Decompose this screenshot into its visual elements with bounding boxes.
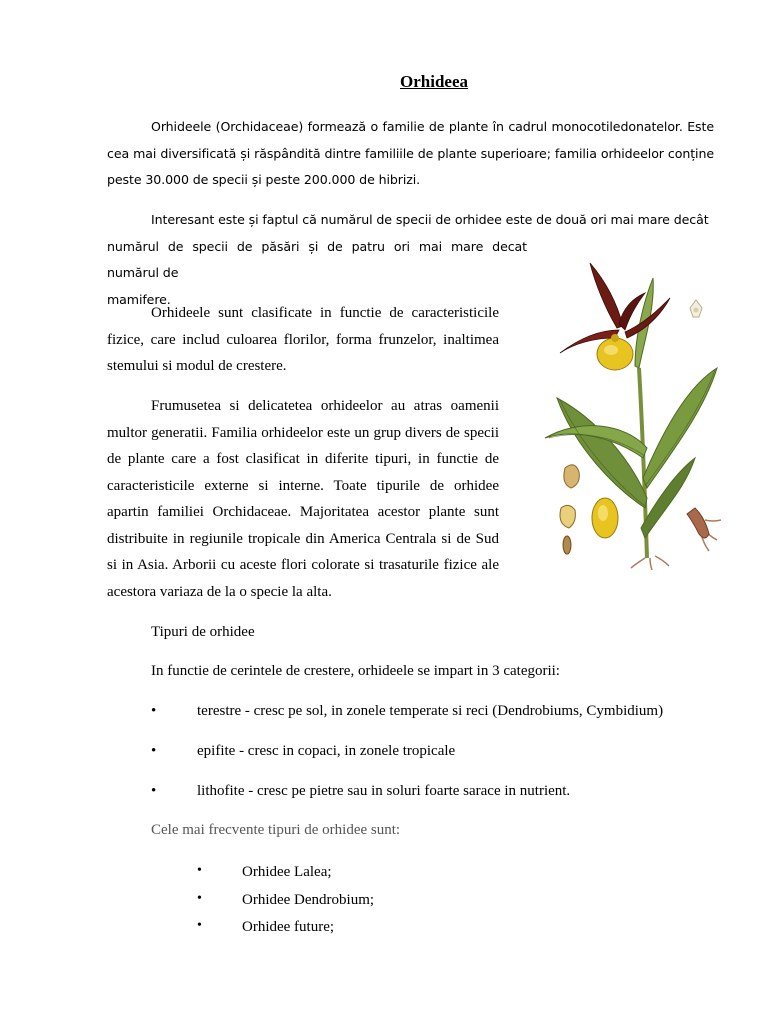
bullet-icon: • xyxy=(151,703,157,719)
category-text: terestre - cresc pe sol, in zonele temperate si reci (Dendrobiums, Cymbidium) xyxy=(197,703,664,719)
orchid-illustration xyxy=(535,258,723,570)
frequent-types-intro: Cele mai frecvente tipuri de orhidee sunt: xyxy=(151,822,401,838)
paragraph-species-line-1: Interesant este și faptul că numărul de specii de orhidee este de două ori mai mare decât xyxy=(151,212,709,227)
paragraph-intro-text: Orhideele (Orchidaceae) formează o familie de plante în cadrul monocotiledonatelor. Este cea mai diversificată și răspândită dintre familiile de plante superioare; familia orhideelor conține peste 30.000 de specii și peste 200.000 de hibrizi. xyxy=(107,119,714,187)
paragraph-intro xyxy=(107,114,714,194)
paragraph-species-line-2: numărul de specii de păsări și de patru ori mai mare decat numărul de xyxy=(107,238,527,280)
paragraph-species-line-3: mamifere. xyxy=(107,291,171,307)
paragraph-classification-text: Orhideele sunt clasificate in functie de caracteristicile fizice, care includ culoarea florilor, forma frunzelor, inaltimea stemului si modul de crestere. xyxy=(107,305,499,374)
category-text: epifite - cresc in copaci, in zonele tropicale xyxy=(197,743,456,759)
bullet-icon: • xyxy=(151,783,157,799)
paragraph-classification xyxy=(107,300,499,380)
types-heading: Tipuri de orhidee xyxy=(151,624,255,640)
paragraph-beauty-text: Frumusetea si delicatetea orhideelor au atras oamenii multor generatii. Familia orhideelor este un grup divers de specii de plante care a fost clasificat in diferite tipuri, in functie de caracteristicile externe si interne. Toate tipurile de orhidee apartin familiei Orchidaceae. Majoritatea acestor plante sunt distribuite in regiunile tropicale din America Centrala si de Sud si in Asia. Arborii cu aceste flori colorate si trasaturile fizice ale acestora variaza de la o specie la alta. xyxy=(107,398,499,600)
frequent-type-text: Orhidee Dendrobium; xyxy=(242,892,375,908)
categories-intro: In functie de cerintele de crestere, orhideele se impart in 3 categorii: xyxy=(151,663,560,679)
bullet-icon: • xyxy=(197,918,202,933)
bullet-icon: • xyxy=(151,743,157,759)
frequent-type-text: Orhidee future; xyxy=(242,919,335,935)
frequent-type-text: Orhidee Lalea; xyxy=(242,864,332,880)
document-title: Orhideea xyxy=(400,72,468,91)
bullet-icon: • xyxy=(197,863,202,878)
detail-flower-icon xyxy=(690,300,702,317)
bullet-icon: • xyxy=(197,891,202,906)
category-text: lithofite - cresc pe pietre sau in soluri foarte sarace in nutrient. xyxy=(197,783,571,799)
paragraph-beauty xyxy=(107,393,499,605)
